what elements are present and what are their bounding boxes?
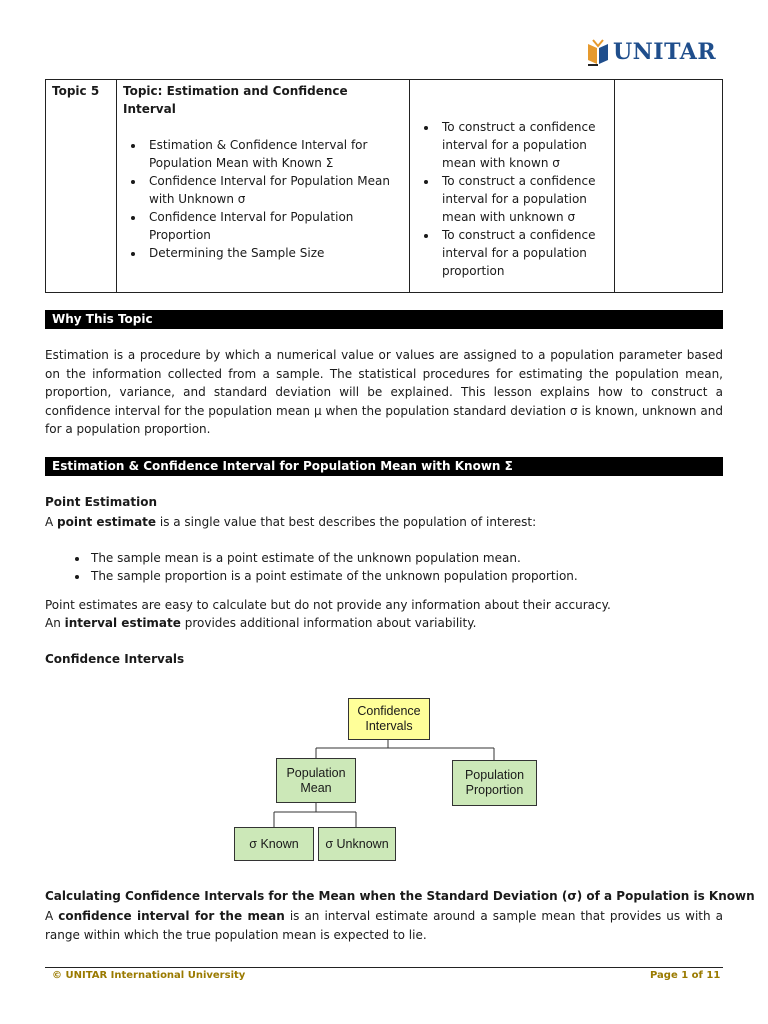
term-point-estimate: point estimate: [57, 515, 157, 529]
topic-contents-cell: [117, 80, 410, 293]
topic-number: Topic 5: [46, 80, 117, 293]
contents-list: [123, 136, 403, 262]
node-sigma-known: σ Known: [234, 827, 314, 861]
text-pre: A: [45, 909, 59, 923]
footer-page-number: Page 1 of 11: [650, 970, 721, 981]
term-ci-mean: confidence interval for the mean: [58, 909, 285, 923]
ci-mean-definition: [45, 907, 723, 944]
list-item: • The sample mean is a point estimate of the unknown population mean.: [89, 549, 578, 567]
term-interval-estimate: interval estimate: [64, 616, 181, 630]
outcomes-spacer: [416, 82, 608, 100]
footer-copyright: © UNITAR International University: [52, 970, 246, 981]
list-item: • Determining the Sample Size: [145, 244, 403, 262]
section-heading-known-sigma: Estimation & Confidence Interval for Population Mean with Known Σ: [45, 457, 723, 476]
list-item: • The sample proportion is a point estimate of the unknown population proportion.: [89, 567, 578, 585]
list-item: • Confidence Interval for Population Proportion: [145, 208, 403, 244]
list-item: • Estimation & Confidence Interval for Population Mean with Known Σ: [145, 136, 403, 172]
confidence-intervals-title: Confidence Intervals: [45, 652, 185, 666]
section-heading-why: Why This Topic: [45, 310, 723, 329]
point-estimate-bullets: [45, 549, 578, 585]
topic-outcomes-cell: [410, 80, 615, 293]
text-post: provides additional information about variability.: [180, 616, 477, 630]
outcomes-list: [416, 118, 608, 280]
topic-empty-cell: [615, 80, 723, 293]
text-post: is a single value that best describes the population of interest:: [156, 515, 537, 529]
list-item: • To construct a confidence interval for a population proportion: [438, 226, 608, 280]
book-logo-icon: [586, 38, 610, 66]
text-pre: A: [45, 515, 58, 529]
text-pre: An: [45, 616, 65, 630]
point-estimate-definition: [45, 513, 536, 531]
interval-estimate-note: [45, 614, 476, 632]
list-item: • To construct a confidence interval for a population mean with unknown σ: [438, 172, 608, 226]
accuracy-note: Point estimates are easy to calculate but do not provide any information about their accuracy.: [45, 598, 611, 612]
footer-rule: [45, 967, 723, 968]
node-population-mean: Population Mean: [276, 758, 356, 803]
list-item: • Confidence Interval for Population Mean with Unknown σ: [145, 172, 403, 208]
ci-known-sigma-title: Calculating Confidence Intervals for the Mean when the Standard Deviation (σ) of a Population is Known: [45, 889, 755, 903]
unitar-logo: [586, 36, 716, 68]
node-confidence-intervals: Confidence Intervals: [348, 698, 430, 740]
node-sigma-unknown: σ Unknown: [318, 827, 396, 861]
topic-table: [45, 79, 723, 293]
topic-title: Topic: Estimation and Confidence Interval: [123, 84, 348, 116]
why-paragraph: Estimation is a procedure by which a numerical value or values are assigned to a population parameter based on the information collected from a sample. The statistical procedures for estimating the population mean, proportion, variance, and standard deviation will be explained. This lesson explains how to construct a confidence interval for the population mean μ when the population standard deviation σ is known, unknown and for a population proportion.: [45, 348, 723, 436]
text-post: is an interval estimate around a sample mean that provides us with a range within which the true population mean is expected to lie.: [45, 909, 723, 942]
node-population-proportion: Population Proportion: [452, 760, 537, 806]
logo-text: UNITAR: [613, 39, 717, 65]
list-item: • To construct a confidence interval for a population mean with known σ: [438, 118, 608, 172]
confidence-interval-diagram: [230, 690, 550, 870]
point-estimation-title: Point Estimation: [45, 495, 158, 509]
